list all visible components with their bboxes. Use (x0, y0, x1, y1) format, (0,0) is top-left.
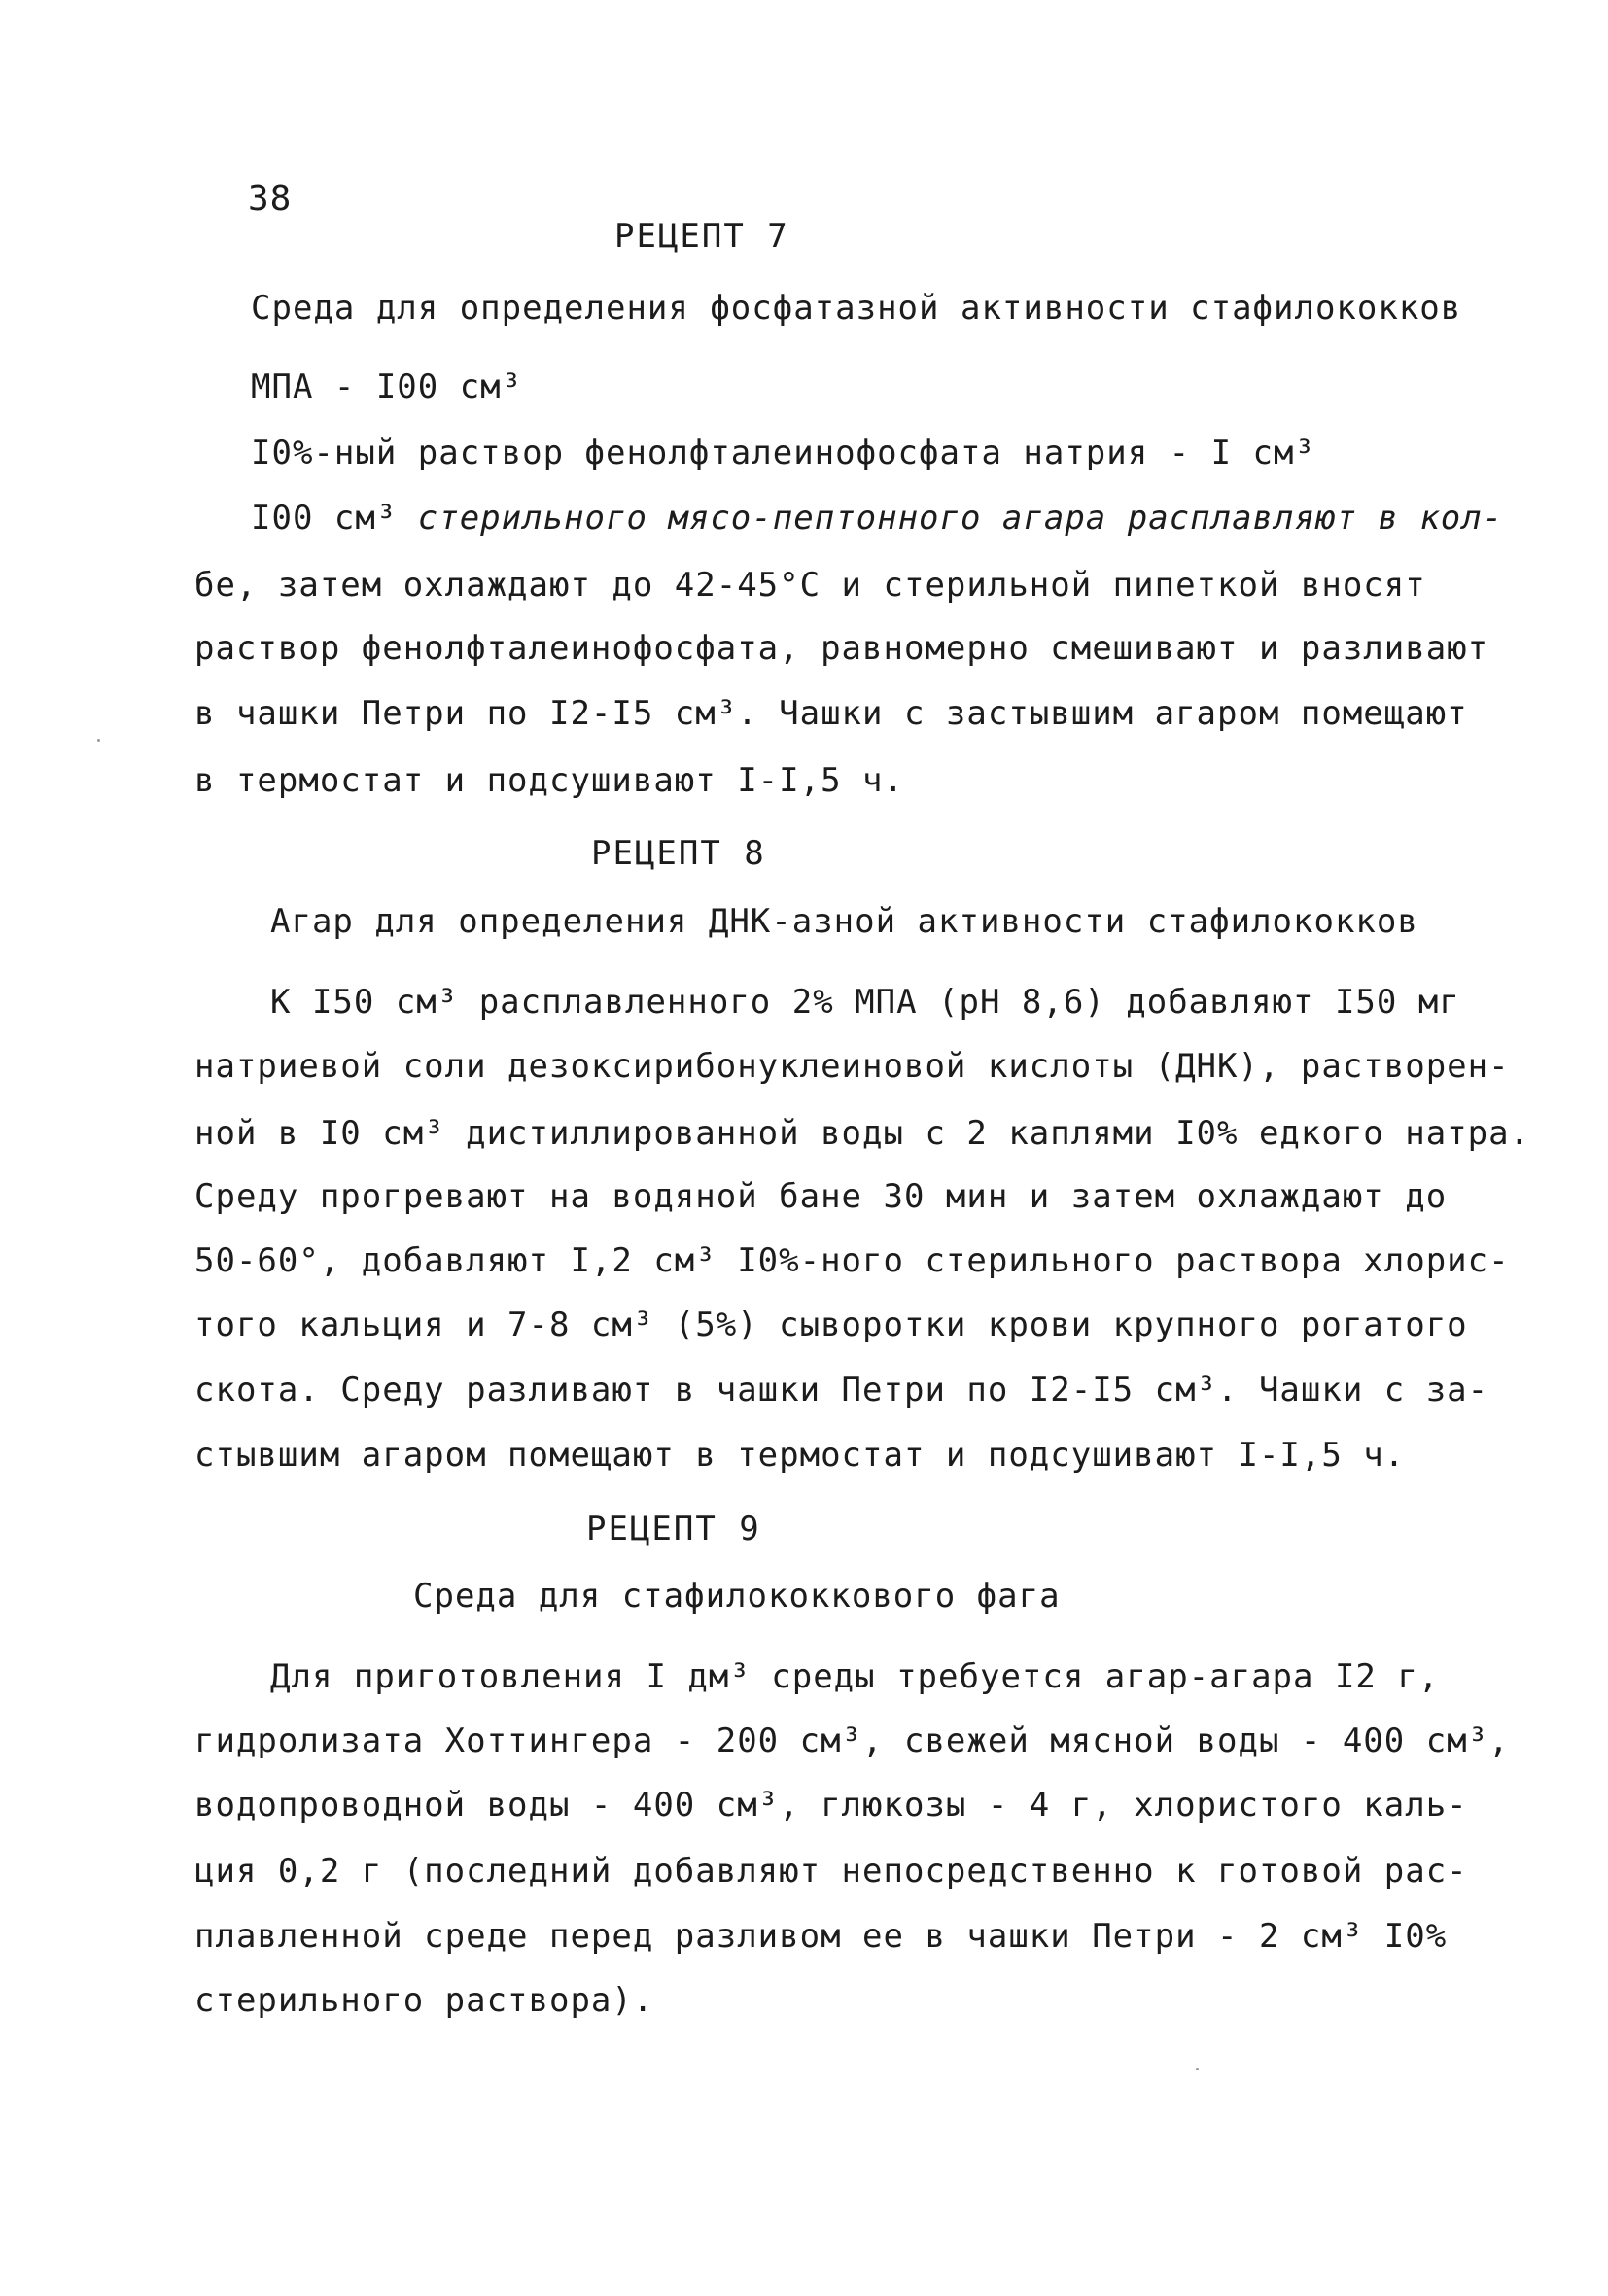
recipe-8-text-line: Среду прогревают на водяной бане 30 мин и затем охлаждают до (194, 1177, 1448, 1216)
recipe-7-text-line: в термостат и подсушивают I-I,5 ч. (194, 761, 904, 800)
recipe-8-text-line: натриевой соли дезоксирибонуклеиновой кислоты (ДНК), растворен- (194, 1047, 1510, 1086)
recipe-8-text-line: 50-60°, добавляют I,2 см³ I0%-ного стерильного раствора хлорис- (194, 1241, 1510, 1280)
recipe-9-title: РЕЦЕПТ 9 (586, 1510, 761, 1548)
recipe-8-text-line: К I50 см³ расплавленного 2% МПА (рН 8,6) добавляют I50 мг (270, 983, 1460, 1022)
scan-speck (97, 739, 100, 742)
recipe-7-text-line: в чашки Петри по I2-I5 см³. Чашки с застывшим агаром помещают (194, 694, 1468, 733)
recipe-8-text-line: того кальция и 7-8 см³ (5%) сыворотки крови крупного рогатого (194, 1305, 1468, 1344)
recipe-8-text-line: скота. Среду разливают в чашки Петри по I2-I5 см³. Чашки с за- (194, 1371, 1489, 1409)
recipe-9-text-line: Для приготовления I дм³ среды требуется агар-агара I2 г, (270, 1657, 1440, 1696)
recipe-9-text-line: гидролизата Хоттингера - 200 см³, свежей мясной воды - 400 см³, (194, 1722, 1510, 1760)
recipe-7-title: РЕЦЕПТ 7 (614, 217, 789, 256)
recipe-7-text-line: раствор фенолфталеинофосфата, равномерно смешивают и разливают (194, 629, 1489, 668)
recipe-7-ingredient-2: I0%-ный раствор фенолфталеинофосфата натрия - I см³ (251, 434, 1315, 472)
recipe-9-text-line: ция 0,2 г (последний добавляют непосредственно к готовой рас- (194, 1852, 1468, 1891)
recipe-9-subtitle: Среда для стафилококкового фага (413, 1577, 1061, 1616)
recipe-8-text-line: стывшим агаром помещают в термостат и подсушивают I-I,5 ч. (194, 1436, 1406, 1475)
recipe-9-text-line: водопроводной воды - 400 см³, глюкозы - 4 г, хлористого каль- (194, 1786, 1468, 1825)
recipe-7-subtitle: Среда для определения фосфатазной активности стафилококков (251, 289, 1462, 328)
recipe-8-subtitle: Агар для определения ДНК-азной активности стафилококков (270, 902, 1418, 941)
recipe-8-title: РЕЦЕПТ 8 (591, 834, 766, 873)
recipe-7-text-line: бе, затем охлаждают до 42-45°С и стерильной пипеткой вносят (194, 566, 1426, 605)
recipe-9-text-line: плавленной среде перед разливом ее в чашки Петри - 2 см³ I0% (194, 1917, 1448, 1956)
recipe-8-text-line: ной в I0 см³ дистиллированной воды с 2 каплями I0% едкого натра. (194, 1114, 1531, 1153)
recipe-7-text-line: I00 см³ стерильного мясо-пептонного агара расплавляют в кол- (251, 499, 1504, 538)
scan-speck (1196, 2068, 1199, 2070)
recipe-9-text-line: стерильного раствора). (194, 1981, 654, 2020)
recipe-7-ingredient-1: МПА - I00 см³ (251, 367, 523, 406)
page-number: 38 (248, 179, 293, 219)
